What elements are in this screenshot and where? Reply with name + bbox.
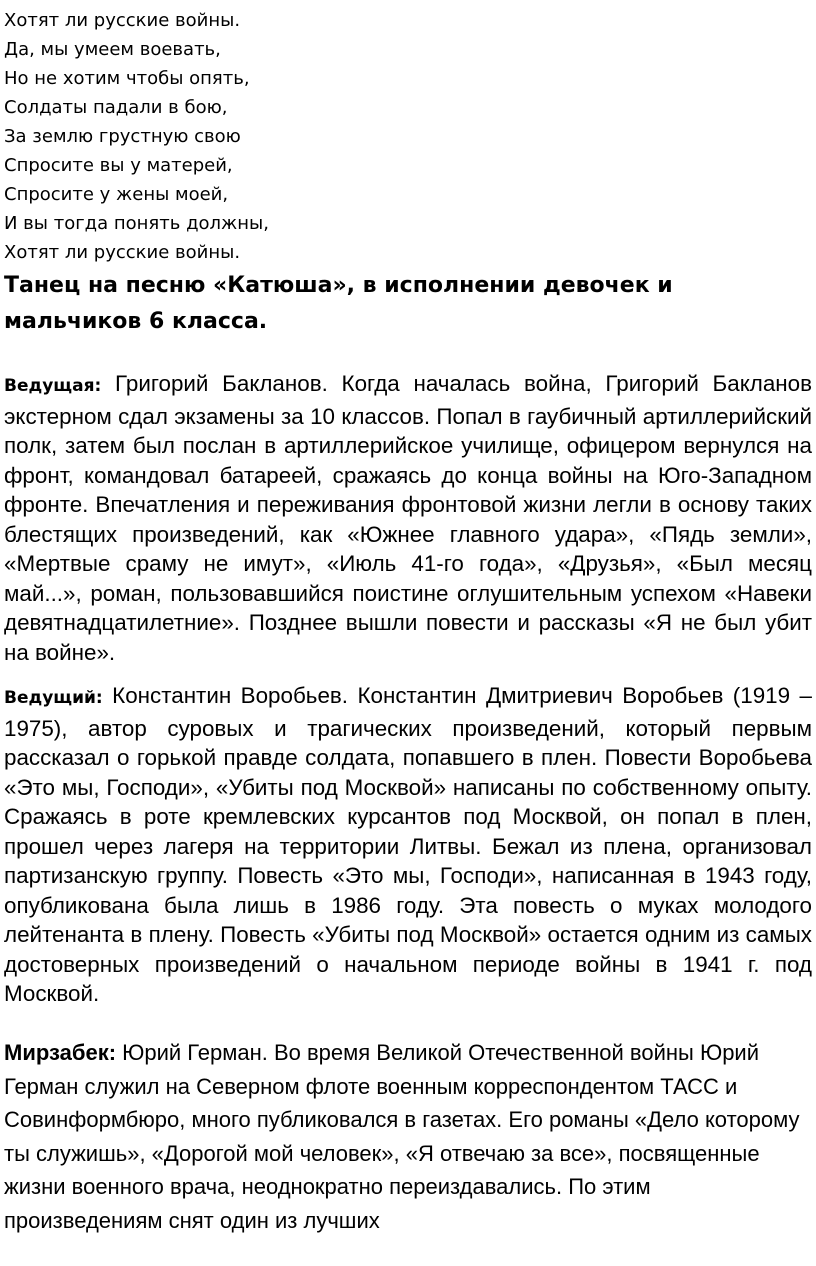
speaker-label: Мирзабек: <box>4 1040 117 1065</box>
paragraph-text: Константин Воробьев. Константин Дмитриевич Воробьев (1919 – 1975), автор суровых и трагических произведений, который первым рассказал о горькой правде солдата, попавшего в плен. Повести Воробьева «Это мы, Господи», «Убиты под Москвой» написаны по собственному опыту. Сражаясь в роте кремлевских курсантов под Москвой, он попал в плен, прошел через лагеря на территории Литвы. Бежал из плена, организовал партизанскую группу. Повесть «Это мы, Господи», написанная в 1943 году, опубликована была лишь в 1986 году. Эта повесть о муках молодого лейтенанта в плену. Повесть «Убиты под Москвой» остается одним из самых достоверных произведений о начальном периоде войны в 1941 г. под Москвой. <box>4 683 812 1006</box>
speaker-label: Ведущая: <box>4 376 102 396</box>
poem <box>4 6 804 267</box>
speaker-label: Ведущий: <box>4 688 103 708</box>
poem-line: И вы тогда понять должны, <box>4 213 269 234</box>
poem-line: Но не хотим чтобы опять, <box>4 68 250 89</box>
poem-line: Хотят ли русские войны. <box>4 10 241 31</box>
poem-line: Да, мы умеем воевать, <box>4 39 221 60</box>
paragraph-text: Юрий Герман. Во время Великой Отечественной войны Юрий Герман служил на Северном флоте военным корреспондентом ТАСС и Совинформбюро, много публиковался в газетах. Его романы «Дело которому ты служишь», «Дорогой мой человек», «Я отвечаю за все», посвященные жизни военного врача, неоднократно переиздавались. По этим произведениям снят один из лучших <box>4 1040 800 1233</box>
poem-line: Спросите у жены моей, <box>4 184 229 205</box>
paragraph-text: Григорий Бакланов. Когда началась война, Григорий Бакланов экстерном сдал экзамены за 10 классов. Попал в гаубичный артиллерийский полк, затем был послан в артиллерийское училище, офицером вернулся на фронт, командовал батареей, сражаясь до конца войны на Юго-Западном фронте. Впечатления и переживания фронтовой жизни легли в основу таких блестящих произведений, как «Южнее главного удара», «Пядь земли», «Мертвые сраму не имут», «Июль 41-го года», «Друзья», «Был месяц май...», роман, пользовавшийся поистине оглушительным успехом «Навеки девятнадцатилетние». Позднее вышли повести и рассказы «Я не был убит на войне». <box>4 371 812 665</box>
section-heading: Танец на песню «Катюша», в исполнении девочек и мальчиков 6 класса. <box>4 273 673 334</box>
paragraph-vorobyev <box>4 681 812 1009</box>
paragraph-baklanov <box>4 369 812 667</box>
poem-line: Спросите вы у матерей, <box>4 155 233 176</box>
poem-line: Хотят ли русские войны. <box>4 242 241 263</box>
paragraph-german <box>4 1036 812 1238</box>
poem-line: Солдаты падали в бою, <box>4 97 228 118</box>
poem-line: За землю грустную свою <box>4 126 241 147</box>
